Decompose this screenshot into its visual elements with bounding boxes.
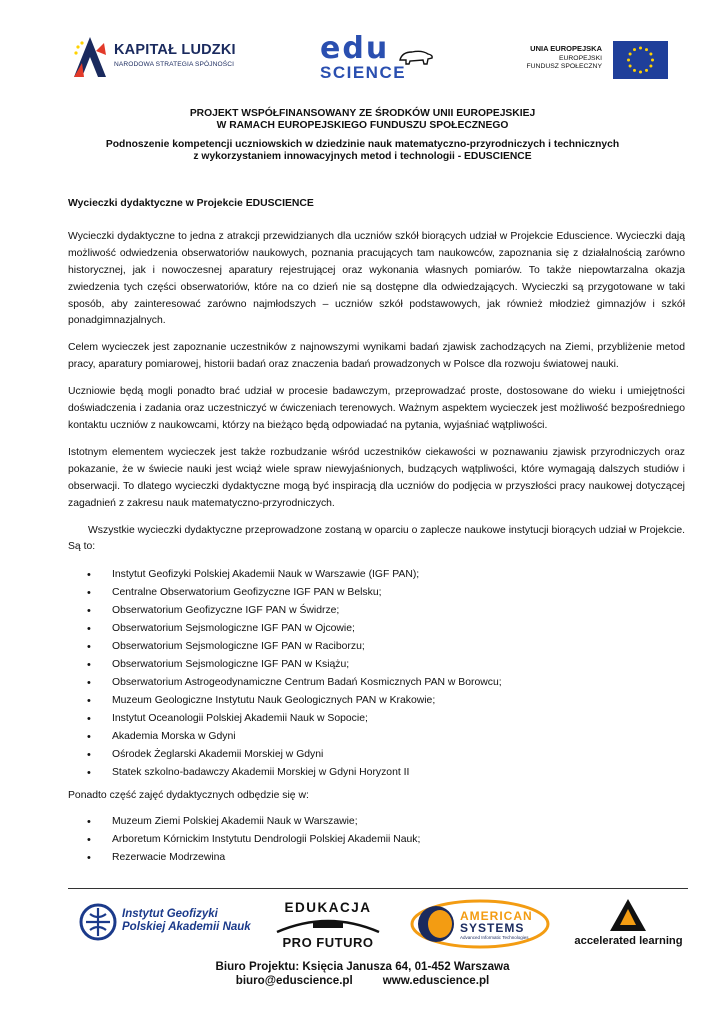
list-item: • Instytut Oceanologii Polskiej Akademii Nauk w Sopocie; xyxy=(68,710,685,728)
paragraph-1: Wycieczki dydaktyczne to jedna z atrakcji przewidzianych dla uczniów szkół biorących udział w Projekcie Eduscience. Wycieczki dają możliwość odwiedzenia obserwatoriów naukowych, poznania pracujących tam naukowców, zapoznania się z działalnością zarówno historycznej, jak i nowoczesnej aparatury rejestrującej oraz wykonania własnych pomiarów. To także niepowtarzalna okazja zwiedzenia tych części obserwatoriów, które na co dzień nie są dostępne dla odwiedzających. Wycieczki są przygotowane w taki sposób, aby zainteresować zarówno najmłodszych – uczniów szkół podstawowych, jak również młodzież gimnazjów i szkół ponadgimnazjalnych. xyxy=(68,230,685,327)
eu-line1: UNIA EUROPEJSKA xyxy=(530,44,602,53)
list-item: • Centralne Obserwatorium Geofizyczne IGF PAN w Belsku; xyxy=(68,584,685,602)
edukacja-pro-futuro-logo xyxy=(264,900,392,954)
american-systems-logo xyxy=(410,899,555,949)
kapital-ludzki-title: KAPITAŁ LUDZKI xyxy=(114,42,236,58)
list-item: • Ośrodek Żeglarski Akademii Morskiej w Gdyni xyxy=(68,746,685,764)
systems-text: SYSTEMS xyxy=(460,921,525,935)
header-logos xyxy=(0,0,725,100)
pro-futuro-text: PRO FUTURO xyxy=(282,935,374,950)
kapital-ludzki-subtitle: NARODOWA STRATEGIA SPÓJNOŚCI xyxy=(114,61,235,68)
eu-logo xyxy=(528,41,668,81)
website-link[interactable]: www.eduscience.pl xyxy=(382,974,490,987)
bullet-icon: • xyxy=(87,695,91,708)
project-office-address xyxy=(0,960,725,988)
paragraph-2: Celem wycieczek jest zapoznanie uczestników z najnowszymi wynikami badań zjawisk zachodzących na Ziemi, przybliżenie metod pracy, aparatury pomiarowej, historii badań oraz znaczenia badań prowadzonych w Polsce dla rozwoju światowej nauki. xyxy=(68,342,685,371)
list-item: • Arboretum Kórnickim Instytutu Dendrologii Polskiej Akademii Nauk; xyxy=(68,831,685,849)
bullet-icon: • xyxy=(87,713,91,726)
paragraph-4: Istotnym elementem wycieczek jest także rozbudzanie wśród uczestników ciekawości w poznawaniu zjawisk przyrodniczych oraz pokazanie, że w świecie nauki jest wciąż wiele spraw niewyjaśnionych, budzących wątpliwości, które wymagają dalszych studiów i obserwacji. To dlatego wycieczki dydaktyczne mogą być inspiracją dla uczniów do podjęcia w przyszłości pracy naukowej dotyczącej zagadnień z zakresu nauk matematyczno-przyrodniczych. xyxy=(68,446,685,509)
project-subtitle-line1: Podnoszenie kompetencji uczniowskich w dziedzinie nauk matematyczno-przyrodniczych i technicznych xyxy=(105,139,620,150)
edu-text: edu xyxy=(320,31,390,66)
list-item: • Akademia Morska w Gdyni xyxy=(68,728,685,746)
list-item: • Obserwatorium Geofizyczne IGF PAN w Świdrze; xyxy=(68,602,685,620)
bullet-icon: • xyxy=(87,587,91,600)
accelerated-learning-logo xyxy=(566,897,691,953)
paragraph-5: Wszystkie wycieczki dydaktyczne przeprowadzone zostaną w oparciu o zaplecze naukowe instytucji biorących udział w Projekcie. Są to: xyxy=(68,524,685,553)
email-link[interactable]: biuro@eduscience.pl xyxy=(235,974,353,987)
american-tagline: Advanced Informatic Technologies xyxy=(460,935,529,940)
bullet-icon: • xyxy=(87,731,91,744)
bullet-icon: • xyxy=(87,659,91,672)
list-item: • Rezerwacie Modrzewina xyxy=(68,849,685,867)
accelerated-learning-text: accelerated learning xyxy=(574,935,683,947)
project-title xyxy=(40,108,685,132)
bullet-icon: • xyxy=(87,834,91,847)
project-title-line2: W RAMACH EUROPEJSKIEGO FUNDUSZU SPOŁECZNEGO xyxy=(216,120,509,132)
list-item: • Instytut Geofizyki Polskiej Akademii Nauk w Warszawie (IGF PAN); xyxy=(68,566,685,584)
arch-icon xyxy=(273,916,383,934)
igf-pan-logo xyxy=(78,900,258,944)
project-subtitle-line2: z wykorzystaniem innowacyjnych metod i technologii - EDUSCIENCE xyxy=(193,151,532,163)
list-item: • Muzeum Ziemi Polskiej Akademii Nauk w Warszawie; xyxy=(68,813,685,831)
kapital-ludzki-logo xyxy=(70,33,240,83)
bullet-icon: • xyxy=(87,569,91,582)
paragraph-3: Uczniowie będą mogli ponadto brać udział w procesie badawczym, przeprowadzać proste, dostosowane do wieku i umiejętności doświadczenia i zadania oraz uczestniczyć w ćwiczeniach terenowych. Ważnym aspektem wycieczek jest możliwość bezpośredniego kontaktu uczniów z naukowcami, którzy na bieżąco będą odpowiadać na pytania, wyjaśniać wątpliwości. xyxy=(68,386,685,431)
project-subtitle xyxy=(40,139,685,163)
american-text: AMERICAN xyxy=(460,909,533,923)
contact-line xyxy=(0,974,725,988)
list-item: • Statek szkolno-badawczy Akademii Morskiej w Gdyni Horyzont II xyxy=(68,764,685,782)
bullet-icon: • xyxy=(87,605,91,618)
paragraph-6: Ponadto część zajęć dydaktycznych odbędzie się w: xyxy=(68,790,309,802)
footer-logos xyxy=(0,895,725,955)
list-item: • Muzeum Geologiczne Instytutu Nauk Geologicznych PAN w Krakowie; xyxy=(68,692,685,710)
article-body xyxy=(68,184,685,873)
bullet-icon: • xyxy=(87,767,91,780)
bullet-icon: • xyxy=(87,641,91,654)
eu-line2: EUROPEJSKI xyxy=(558,55,602,62)
footer-divider xyxy=(68,888,688,889)
kapital-ludzki-emblem-icon xyxy=(70,33,110,81)
address-line: Biuro Projektu: Księcia Janusza 64, 01-452 Warszawa xyxy=(215,960,510,973)
bullet-icon: • xyxy=(87,816,91,829)
list-item: • Obserwatorium Sejsmologiczne IGF PAN w Raciborzu; xyxy=(68,638,685,656)
igf-pan-text: Instytut Geofizyki Polskiej Akademii Nauk xyxy=(122,908,251,933)
science-text: SCIENCE xyxy=(320,63,407,82)
accelerated-learning-triangle-icon xyxy=(608,897,648,933)
igf-globe-icon xyxy=(78,902,118,942)
eu-line3: FUNDUSZ SPOŁECZNY xyxy=(526,63,602,70)
institutions-list xyxy=(68,566,685,782)
article-heading: Wycieczki dydaktyczne w Projekcie EDUSCIENCE xyxy=(68,198,314,209)
eduscience-logo xyxy=(318,31,436,84)
list-item: • Obserwatorium Astrogeodynamiczne Centrum Badań Kosmicznych PAN w Borowcu; xyxy=(68,674,685,692)
additional-places-list xyxy=(68,813,685,867)
project-title-line1: PROJEKT WSPÓŁFINANSOWANY ZE ŚRODKÓW UNII EUROPEJSKIEJ xyxy=(189,108,536,119)
list-item: • Obserwatorium Sejsmologiczne IGF PAN w Książu; xyxy=(68,656,685,674)
bullet-icon: • xyxy=(87,749,91,762)
bullet-icon: • xyxy=(87,852,91,865)
list-item: • Obserwatorium Sejsmologiczne IGF PAN w Ojcowie; xyxy=(68,620,685,638)
edukacja-text: EDUKACJA xyxy=(284,900,372,915)
bullet-icon: • xyxy=(87,677,91,690)
eu-flag-icon xyxy=(613,41,668,79)
bullet-icon: • xyxy=(87,623,91,636)
